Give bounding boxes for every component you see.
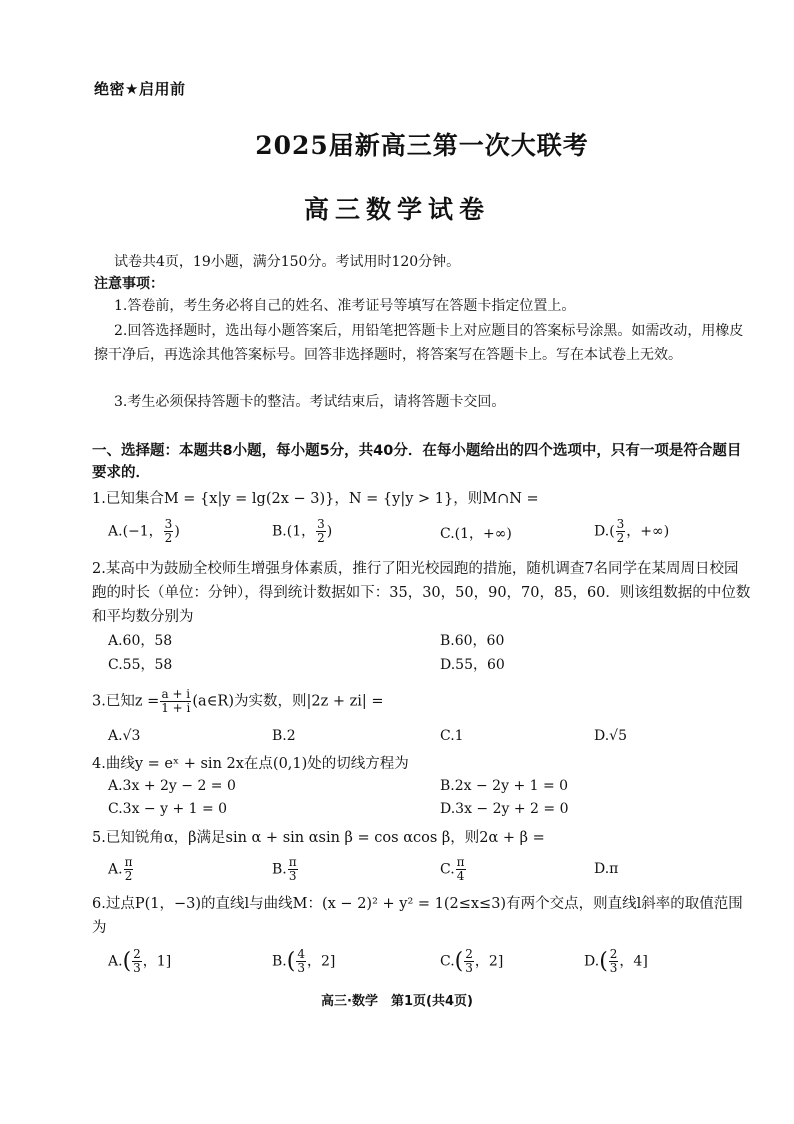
notes-heading: 注意事项：	[94, 276, 164, 292]
q4-option-d: D.3x − 2y + 2 = 0	[440, 801, 569, 817]
q1-option-c: C.(1，+∞)	[440, 526, 512, 542]
q4-option-c: C.3x − y + 1 = 0	[108, 801, 228, 817]
q4-option-b: B.2x − 2y + 1 = 0	[440, 778, 569, 794]
question-1-stem: 1.已知集合M = {x|y = lg(2x − 3)}，N = {y|y > 1}，则M∩N =	[92, 491, 539, 507]
note-item-1: 1.答卷前，考生务必将自己的姓名、准考证号等填写在答题卡指定位置上。	[114, 298, 576, 314]
q3-option-c: C.1	[440, 728, 464, 744]
question-6-stem: 6.过点P(1，−3)的直线l与曲线M：(x − 2)² + y² = 1(2≤x≤3)有两个交点，则直线l斜率的取值范围为	[92, 896, 743, 936]
q1-option-b: B.(1， $\frac{3}{2}$ )	[272, 517, 333, 545]
q6-option-a: A.( $\frac{2}{3}$ ，1]	[108, 947, 172, 975]
q4-option-a: A.3x + 2y − 2 = 0	[108, 778, 236, 794]
q2-option-a: A.60，58	[108, 633, 173, 649]
q6-option-b: B.( $\frac{4}{3}$ ，2]	[272, 947, 336, 975]
q1-option-a: A.(−1， $\frac{3}{2}$ )	[108, 517, 180, 545]
question-5-stem: 5.已知锐角α，β满足sin α + sin αsin β = cos αcos β，则2α + β =	[92, 830, 545, 846]
q5-option-a: A. $\frac{\pi}{2}$	[108, 855, 133, 883]
q2-option-c: C.55，58	[108, 657, 173, 673]
question-2-stem: 2.某高中为鼓励全校师生增强身体素质，推行了阳光校园跑的措施，随机调查7名同学在某周周日校园跑的时长（单位：分钟），得到统计数据如下：35，30，50，90，70，85，60．则该组数据的中位数和平均数分别为	[92, 561, 751, 625]
q2-option-d: D.55，60	[440, 657, 505, 673]
q3-option-a: A.√3	[108, 728, 141, 744]
paper-title: 高三数学试卷	[303, 195, 490, 224]
q2-option-b: B.60，60	[440, 633, 505, 649]
note-item-2: 2.回答选择题时，选出每小题答案后，用铅笔把答题卡上对应题目的答案标号涂黑。如需改动，用橡皮擦干净后，再选涂其他答案标号。回答非选择题时，将答案写在答题卡上。写在本试卷上无效。	[94, 323, 744, 363]
q5-option-b: B. $\frac{\pi}{3}$	[272, 855, 297, 883]
q1-option-d: D.( $\frac{3}{2}$ ，+∞)	[594, 517, 670, 545]
page-footer: 高三·数学 第1页(共4页)	[321, 994, 473, 1009]
q6-option-d: D.( $\frac{2}{3}$ ，4]	[584, 947, 648, 975]
q3-option-d: D.√5	[594, 728, 628, 744]
section-1-heading: 一、选择题：本题共8小题，每小题5分，共40分．在每小题给出的四个选项中，只有一项是符合题目要求的．	[92, 443, 742, 481]
q5-option-d: D.π	[594, 861, 619, 877]
question-4-stem: 4.曲线y = eˣ + sin 2x在点(0,1)处的切线方程为	[92, 756, 409, 772]
question-3-stem: 3.已知z = $\frac{a + i}{1 + i}$ (a∈R)为实数，则|2z + zi| =	[92, 687, 384, 715]
intro-text: 试卷共4页，19小题，满分150分。考试用时120分钟。	[114, 254, 461, 270]
confidential-label: 绝密★启用前	[94, 80, 186, 98]
q3-option-b: B.2	[272, 728, 296, 744]
exam-title: 2025届新高三第一次大联考	[255, 131, 589, 160]
note-item-3: 3.考生必须保持答题卡的整洁。考试结束后，请将答题卡交回。	[114, 394, 506, 410]
q6-option-c: C.( $\frac{2}{3}$ ，2]	[440, 947, 504, 975]
q5-option-c: C. $\frac{\pi}{4}$	[440, 855, 465, 883]
